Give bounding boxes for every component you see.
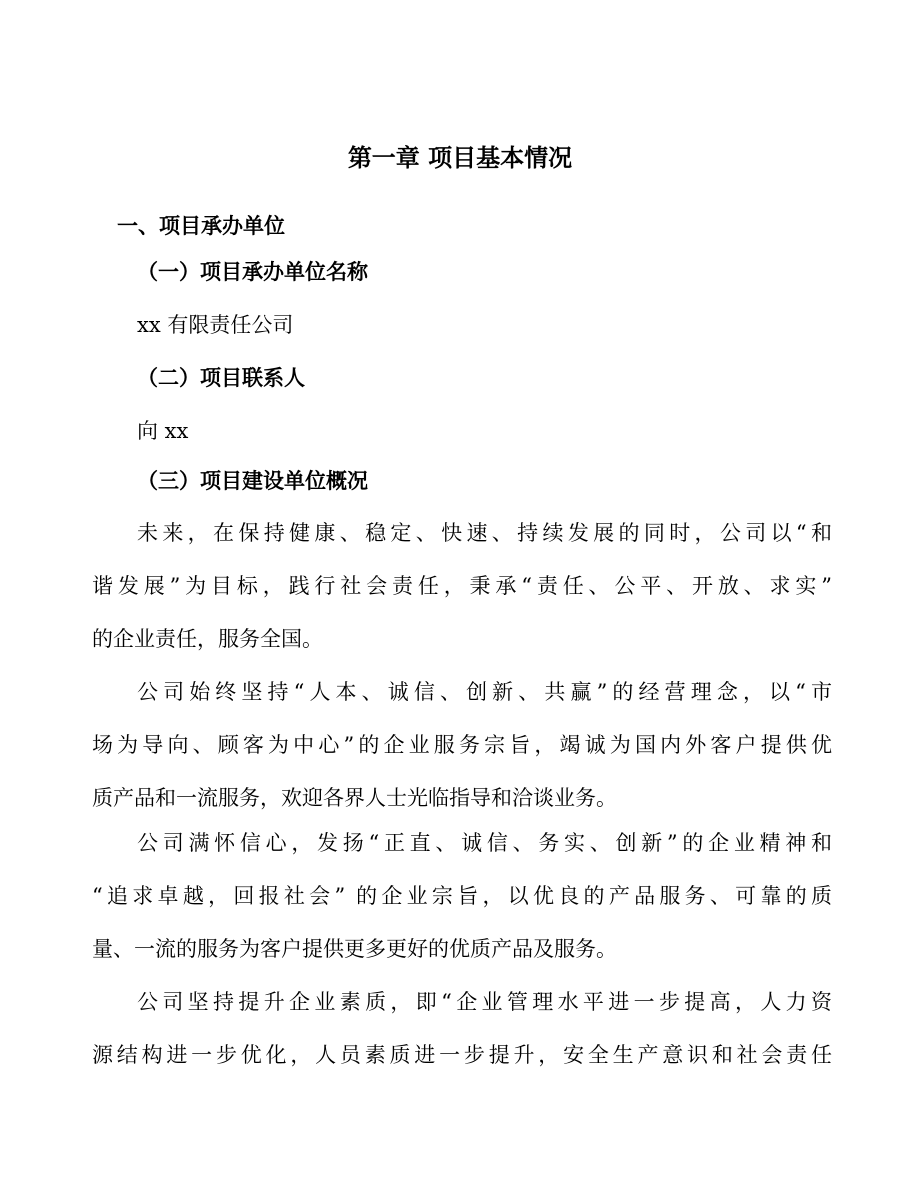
contact-person-value: 向 xx [137, 419, 189, 443]
paragraph-development-goals [92, 518, 832, 677]
paragraph-line: 量、一流的服务为客户提供更多更好的优质产品及服务。 [92, 937, 617, 961]
paragraph-business-philosophy [92, 677, 832, 836]
paragraph-line: 公司满怀信心，发扬“正直、诚信、务实、创新”的企业精神和 [137, 831, 832, 855]
paragraph-line: 的企业责任，服务全国。 [92, 627, 323, 651]
paragraph-line: 公司坚持提升企业素质，即“企业管理水平进一步提高，人力资 [137, 990, 832, 1014]
paragraph-enterprise-quality [92, 987, 832, 1093]
paragraph-line: 未来，在保持健康、稳定、快速、持续发展的同时，公司以“和 [137, 521, 832, 545]
section-heading-project-organizer: 一、项目承办单位 [117, 214, 285, 238]
paragraph-line: 源结构进一步优化，人员素质进一步提升，安全生产意识和社会责任 [92, 1043, 832, 1067]
paragraph-line: “追求卓越，回报社会” 的企业宗旨，以优良的产品服务、可靠的质 [92, 884, 832, 908]
subsection-heading-contact-person: （二）项目联系人 [137, 366, 305, 390]
paragraph-enterprise-spirit [92, 828, 832, 987]
paragraph-line: 场为导向、顾客为中心”的企业服务宗旨，竭诚为国内外客户提供优 [92, 733, 832, 757]
subsection-heading-company-overview: （三）项目建设单位概况 [137, 469, 368, 493]
paragraph-line: 谐发展”为目标，践行社会责任，秉承“责任、公平、开放、求实” [92, 574, 832, 598]
paragraph-line: 公司始终坚持“人本、诚信、创新、共赢”的经营理念，以“市 [137, 680, 832, 704]
chapter-title: 第一章 项目基本情况 [347, 144, 573, 172]
paragraph-line: 质产品和一流服务，欢迎各界人士光临指导和洽谈业务。 [92, 786, 617, 810]
subsection-heading-organizer-name: （一）项目承办单位名称 [137, 260, 368, 284]
organizer-name-value: xx 有限责任公司 [137, 313, 294, 337]
